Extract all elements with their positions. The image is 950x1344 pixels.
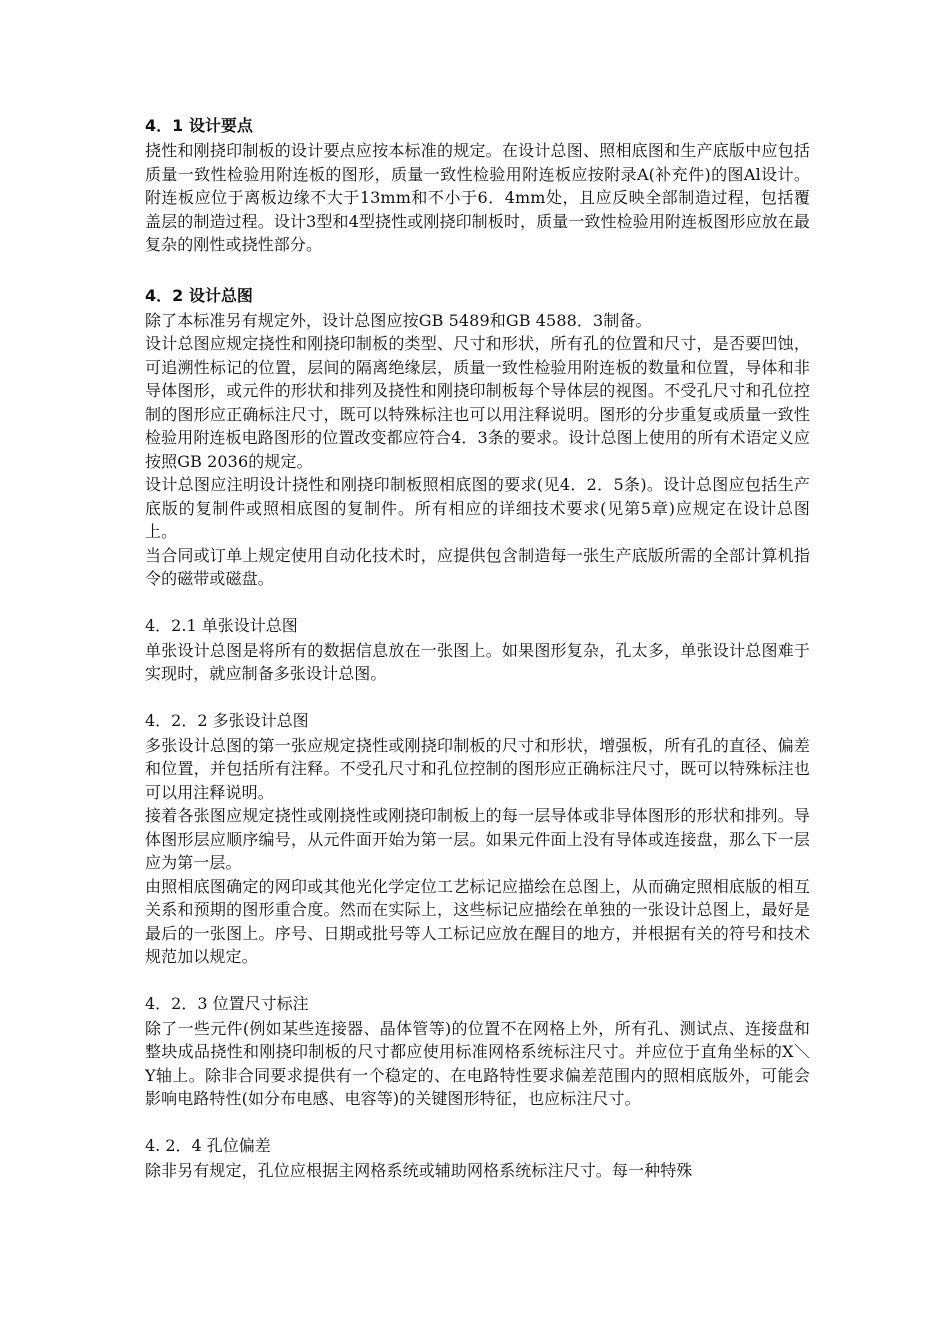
- subsection-heading: 4．2．2 多张设计总图: [145, 710, 309, 730]
- paragraph: 设计总图应规定挠性和刚挠印制板的类型、尺寸和形状，所有孔的位置和尺寸，是否要凹蚀，可追溯性标记的位置，层间的隔离绝缘层，质量一致性检验用附连板的数量和位置，导体和非导体图形，或元件的形状和排列及挠性和刚挠印制板每个导体层的视图。不受孔尺寸和孔位控制的图形应正确标注尺寸，既可以特殊标注也可以用注释说明。图形的分步重复或质量一致性检验用附连板电路图形的位置改变都应符合4．3条的要求。设计总图上使用的所有术语定义应按照GB 2036的规定。: [145, 334, 810, 471]
- paragraph: 除了本标准另有规定外，设计总图应按GB 5489和GB 4588．3制备。: [145, 310, 652, 330]
- section-4-2-3: [145, 991, 810, 1111]
- paragraph: 单张设计总图是将所有的数据信息放在一张图上。如果图形复杂，孔太多，单张设计总图难于实现时，就应制备多张设计总图。: [145, 640, 810, 683]
- paragraph: 多张设计总图的第一张应规定挠性或刚挠印制板的尺寸和形状，增强板，所有孔的直径、偏差和位置，并包括所有注释。不受孔尺寸和孔位控制的图形应正确标注尺寸，既可以特殊标注也可以用注释说明。: [145, 735, 810, 802]
- paragraph: 由照相底图确定的网印或其他光化学定位工艺标记应描绘在总图上，从而确定照相底版的相互关系和预期的图形重合度。然而在实际上，这些标记应描绘在单独的一张设计总图上，最好是最后的一张图上。序号、日期或批号等人工标记应放在醒目的地方，并根据有关的符号和技术规范加以规定。: [145, 876, 810, 966]
- section-4-2-2: [145, 708, 810, 969]
- paragraph: 挠性和刚挠印制板的设计要点应按本标准的规定。在设计总图、照相底图和生产底版中应包括质量一致性检验用附连板的图形，质量一致性检验用附连板应按附录A(补充件)的图Al设计。附连板应位于离板边缘不大于13mm和不小于6．4mm处，且应反映全部制造过程，包括覆盖层的制造过程。设计3型和4型挠性或刚挠印制板时，质量一致性检验用附连板图形应放在最复杂的刚性或挠性部分。: [145, 141, 810, 254]
- subsection-heading: 4．2．3 位置尺寸标注: [145, 993, 309, 1013]
- subsection-heading: 4. 2．4 孔位偏差: [145, 1135, 271, 1155]
- section-4-1: [145, 113, 810, 257]
- subsection-heading: 4．2.1 单张设计总图: [145, 615, 298, 635]
- paragraph: 除了一些元件(例如某些连接器、晶体管等)的位置不在网格上外，所有孔、测试点、连接盘和整块成品挠性和刚挠印制板的尺寸都应使用标准网格系统标注尺寸。并应位于直角坐标的X＼Y轴上。除非合同要求提供有一个稳定的、在电路特性要求偏差范围内的照相底版外，可能会影响电路特性(如分布电感、电容等)的关键图形特征，也应标注尺寸。: [145, 1018, 810, 1108]
- paragraph: 接着各张图应规定挠性或刚挠性或刚挠印制板上的每一层导体或非导体图形的形状和排列。导体图形层应顺序编号，从元件面开始为第一层。如果元件面上没有导体或连接盘，那么下一层应为第一层。: [145, 806, 810, 872]
- section-4-2: [145, 283, 810, 591]
- paragraph: 当合同或订单上规定使用自动化技术时，应提供包含制造每一张生产底版所需的全部计算机指令的磁带或磁盘。: [145, 545, 810, 588]
- paragraph: 设计总图应注明设计挠性和刚挠印制板照相底图的要求(见4．2．5条)。设计总图应包括生产底版的复制件或照相底图的复制件。所有相应的详细技术要求(见第5章)应规定在设计总图上。: [145, 475, 810, 541]
- section-heading: 4．1 设计要点: [145, 116, 253, 135]
- section-4-2-1: [145, 613, 810, 686]
- document-page: [145, 113, 810, 1182]
- section-4-2-4: [145, 1133, 810, 1183]
- paragraph: 除非另有规定，孔位应根据主网格系统或辅助网格系统标注尺寸。每一种特殊: [145, 1160, 693, 1180]
- section-heading: 4．2 设计总图: [145, 285, 253, 305]
